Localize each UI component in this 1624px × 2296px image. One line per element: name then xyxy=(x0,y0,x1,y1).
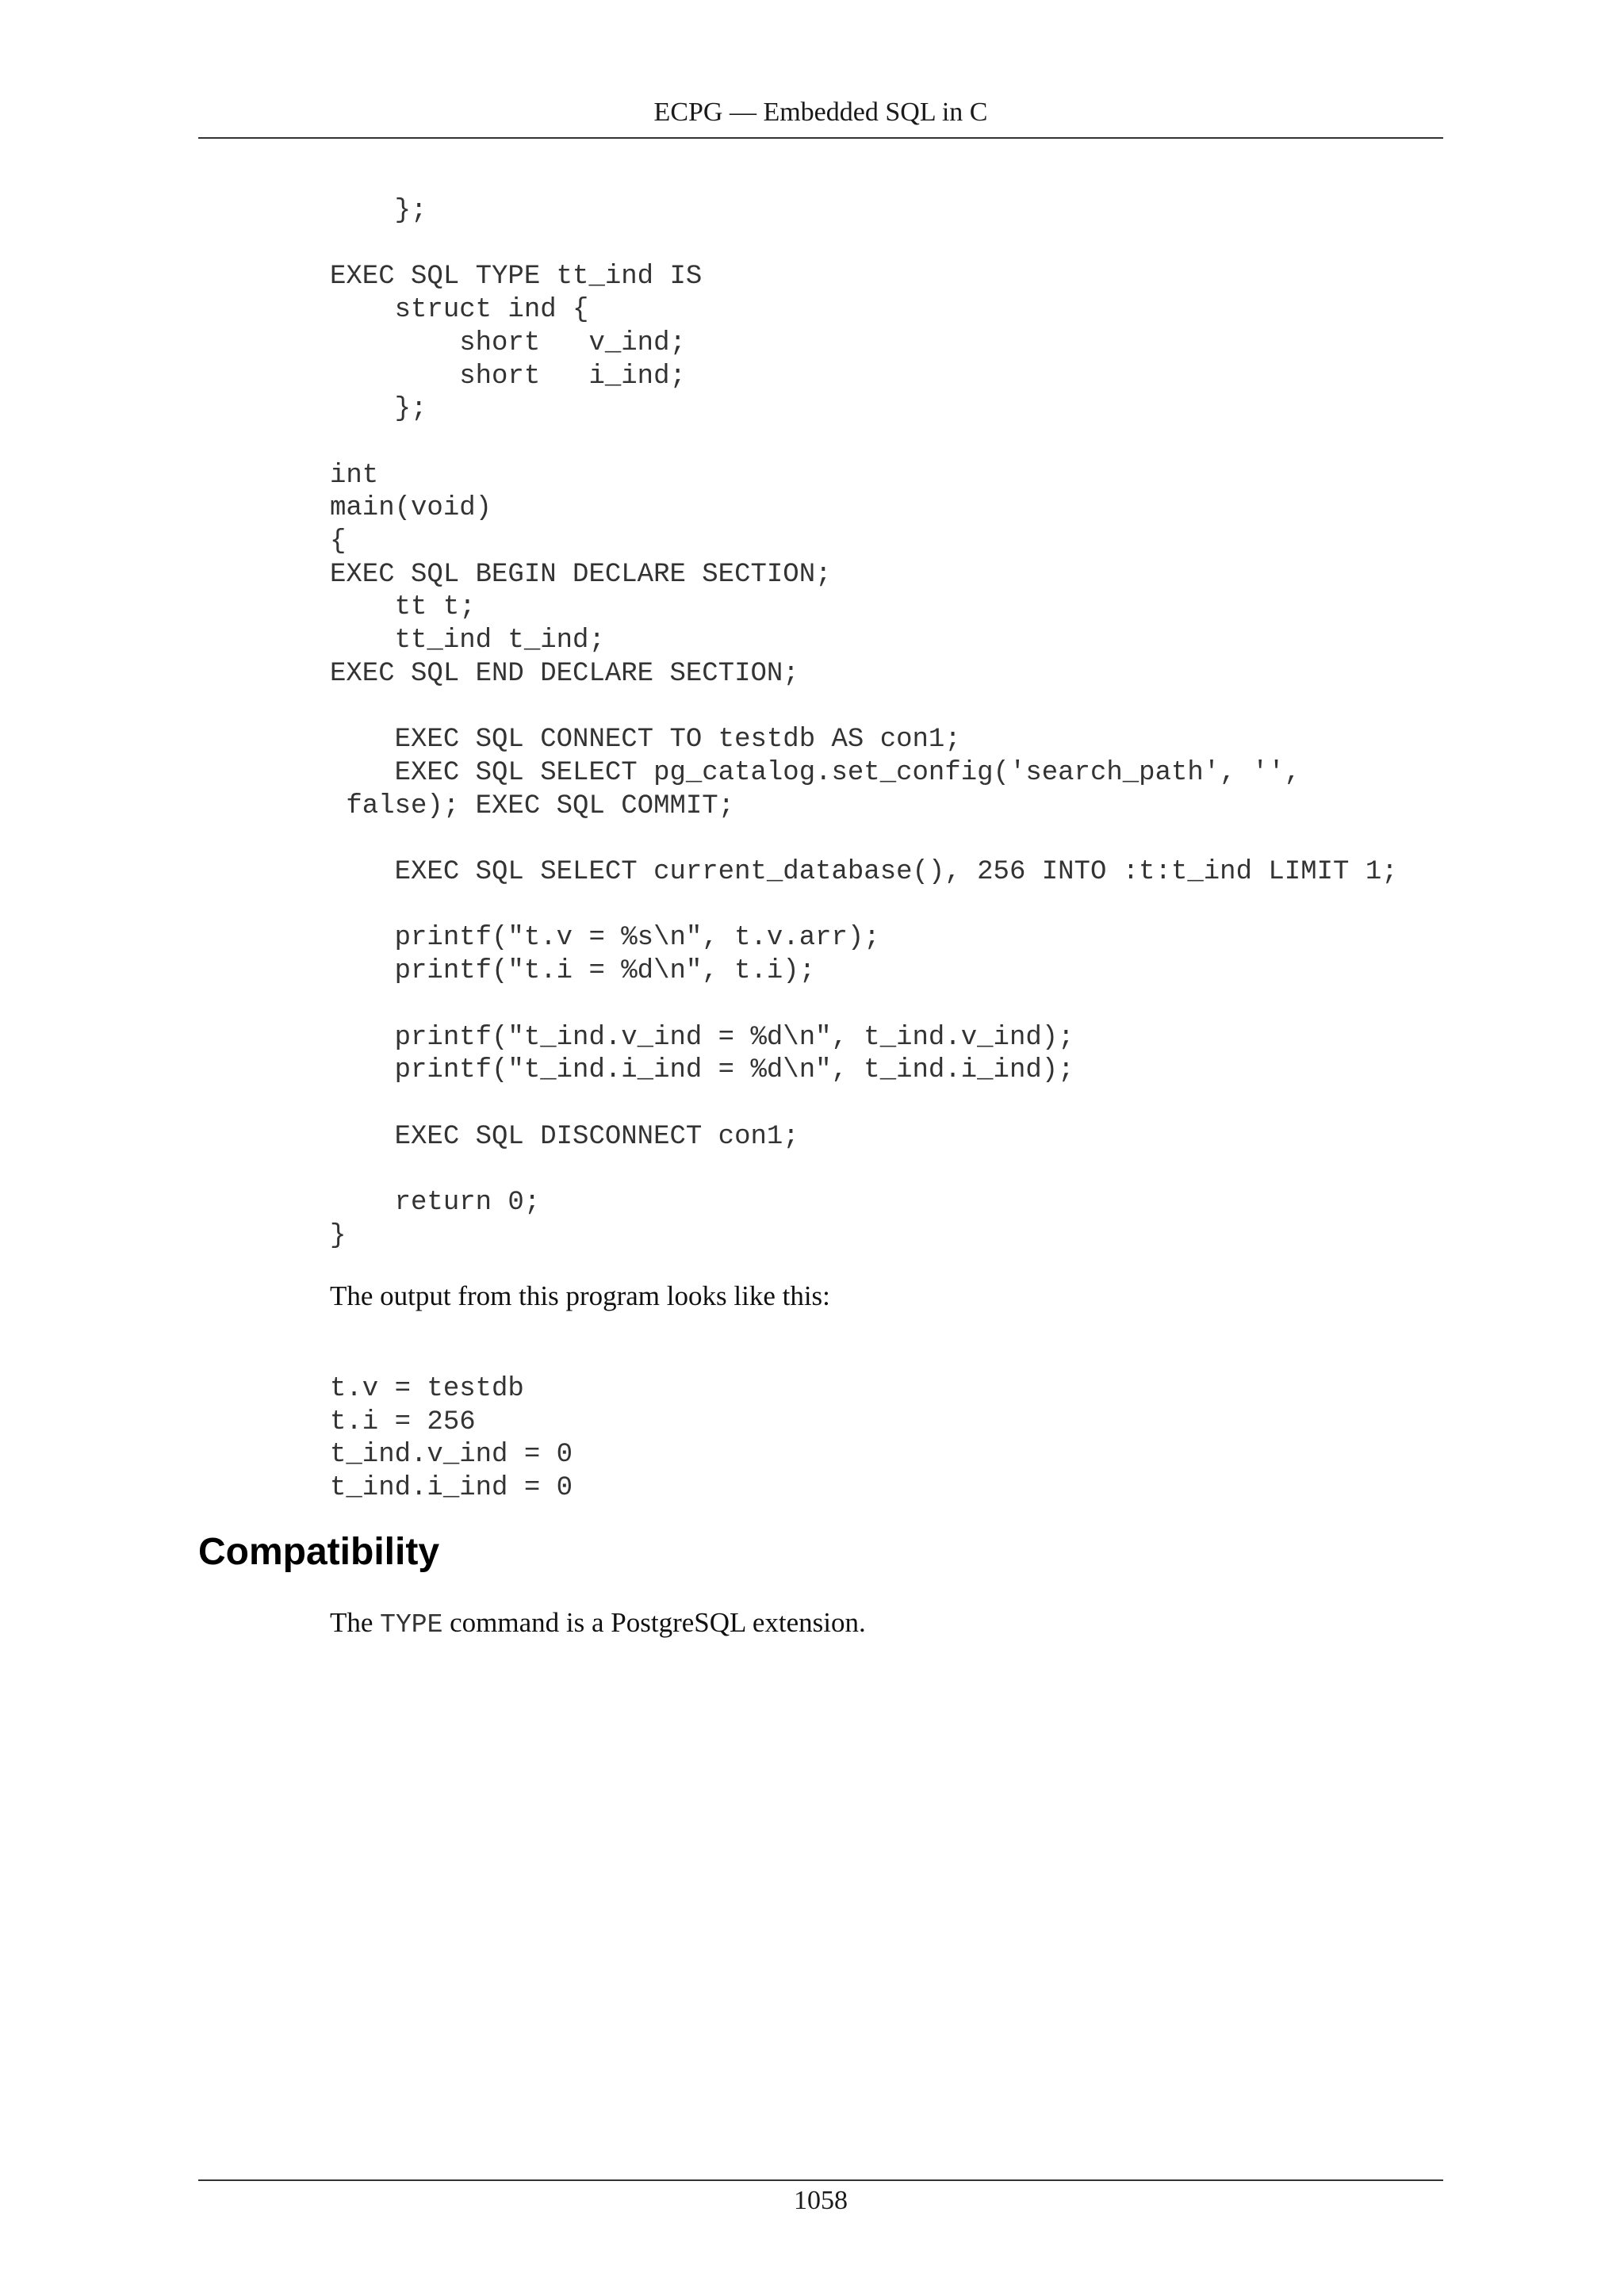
compatibility-heading: Compatibility xyxy=(198,1531,440,1573)
compatibility-paragraph xyxy=(330,1605,866,1643)
running-header: ECPG — Embedded SQL in C xyxy=(653,98,988,127)
code-line: }; xyxy=(330,196,427,226)
code-line: EXEC SQL CONNECT TO testdb AS con1; xyxy=(330,725,961,756)
code-line: EXEC SQL SELECT pg_catalog.set_config('search_path', '', xyxy=(330,757,1301,788)
code-line: { xyxy=(330,526,347,557)
output-listing xyxy=(330,1373,573,1506)
output-intro-paragraph: The output from this program looks like this: xyxy=(330,1280,830,1311)
code-line: t.v = testdb xyxy=(330,1374,524,1404)
code-line: main(void) xyxy=(330,493,492,524)
program-listing xyxy=(330,195,1398,1253)
code-line: EXEC SQL SELECT current_database(), 256 INTO :t:t_ind LIMIT 1; xyxy=(330,857,1398,888)
code-line: t_ind.i_ind = 0 xyxy=(330,1473,573,1504)
code-line: short i_ind; xyxy=(330,361,686,392)
code-line: tt_ind t_ind; xyxy=(330,626,605,656)
code-line: false); EXEC SQL COMMIT; xyxy=(330,790,735,821)
footer-rule xyxy=(198,2179,1443,2181)
code-line: printf("t.v = %s\n", t.v.arr); xyxy=(330,923,880,954)
code-line: return 0; xyxy=(330,1188,541,1219)
code-line: t_ind.v_ind = 0 xyxy=(330,1440,573,1471)
code-line: t.i = 256 xyxy=(330,1406,476,1437)
code-line: printf("t_ind.v_ind = %d\n", t_ind.v_ind); xyxy=(330,1022,1074,1053)
code-line: int xyxy=(330,460,379,491)
compatibility-text-before: The xyxy=(330,1607,381,1638)
code-line: EXEC SQL DISCONNECT con1; xyxy=(330,1121,799,1152)
code-line: short v_ind; xyxy=(330,327,686,358)
code-line: EXEC SQL BEGIN DECLARE SECTION; xyxy=(330,559,832,590)
page-number: 1058 xyxy=(794,2186,848,2215)
type-command-code: TYPE xyxy=(380,1610,443,1640)
code-line: struct ind { xyxy=(330,295,589,326)
compatibility-text-after: command is a PostgreSQL extension. xyxy=(442,1607,866,1638)
code-line: } xyxy=(330,1220,347,1251)
code-line: EXEC SQL END DECLARE SECTION; xyxy=(330,658,799,689)
header-rule xyxy=(198,137,1443,139)
code-line: tt t; xyxy=(330,592,476,623)
code-line: printf("t_ind.i_ind = %d\n", t_ind.i_ind); xyxy=(330,1055,1074,1086)
code-line: printf("t.i = %d\n", t.i); xyxy=(330,956,816,987)
code-line: EXEC SQL TYPE tt_ind IS xyxy=(330,262,703,293)
code-line: }; xyxy=(330,394,427,425)
